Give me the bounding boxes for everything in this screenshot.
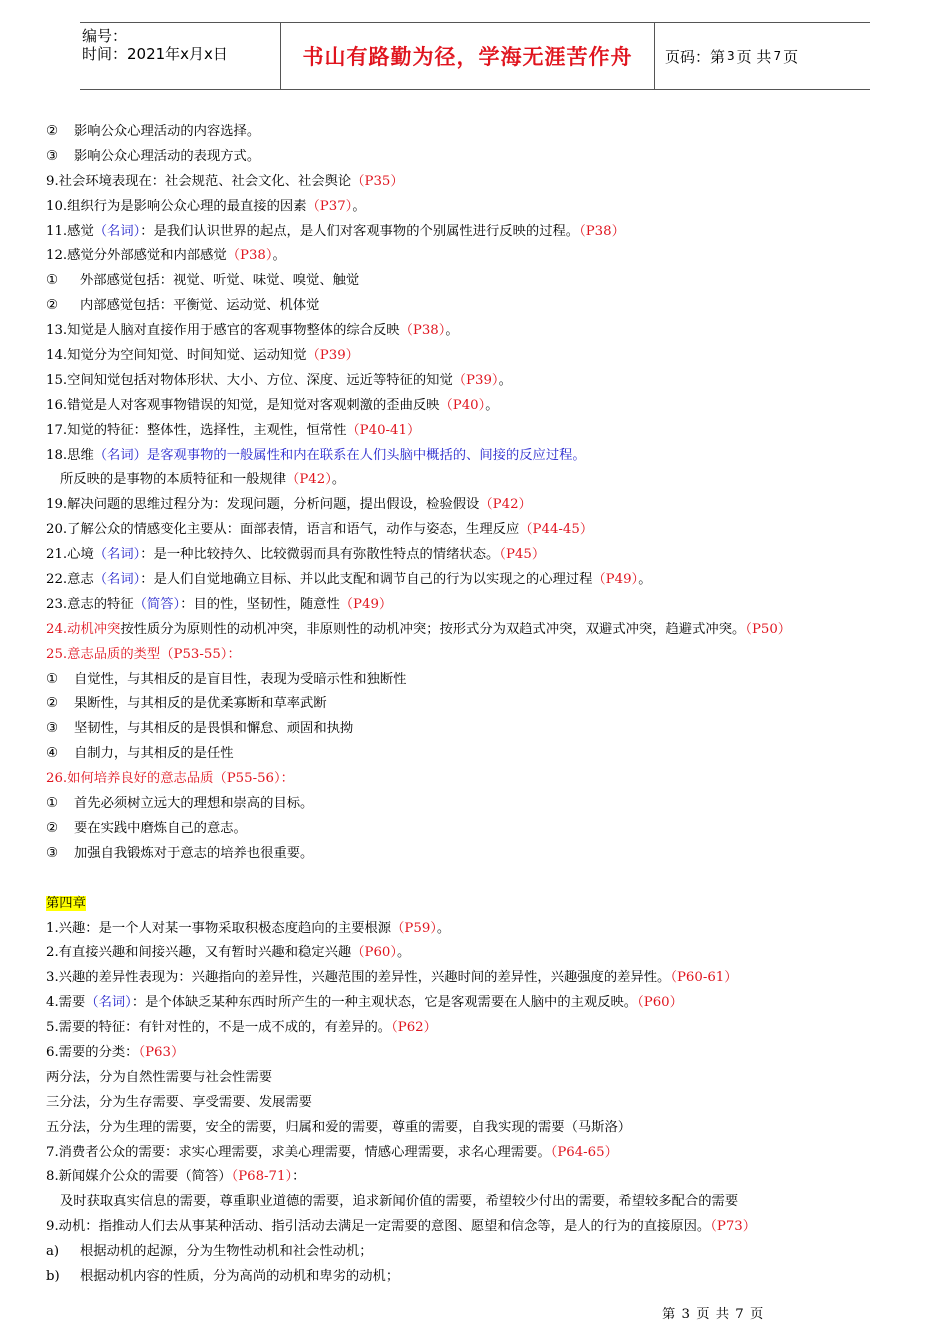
list-item: 及时获取真实信息的需要，尊重职业道德的需要，追求新闻价值的需要，希望较少付出的需要，希望较多配合的需要 [60, 1194, 739, 1210]
list-item: 11.感觉（名词）：是我们认识世界的起点，是人们对客观事物的个别属性进行反映的过程。（P38） [46, 223, 625, 239]
list-item: 4.需要（名词）：是个体缺乏某种东西时所产生的一种主观状态，它是客观需要在人脑中的主观反映。（P60） [46, 995, 683, 1011]
header-motto: 书山有路勤为径，学海无涯苦作舟 [280, 23, 655, 89]
list-item: 两分法，分为自然性需要与社会性需要 [46, 1069, 273, 1085]
spacer [46, 867, 906, 892]
list-item: ③ 坚韧性，与其相反的是畏惧和懈怠、顽固和执拗 [46, 721, 354, 737]
list-item: 所反映的是事物的本质特征和一般规律（P42）。 [60, 472, 346, 488]
list-item: 10.组织行为是影响公众心理的最直接的因素（P37）。 [46, 198, 366, 214]
header-page-info [655, 23, 870, 89]
list-item: 20.了解公众的情感变化主要从：面部表情，语言和语气，动作与姿态，生理反应（P44-45） [46, 522, 594, 538]
list-item: 26.如何培养良好的意志品质（P55-56）： [46, 771, 294, 787]
page-prefix: 页码：第 [665, 47, 726, 66]
list-item: ③ 加强自我锻炼对于意志的培养也很重要。 [46, 845, 314, 861]
list-item: b) 根据动机内容的性质，分为高尚的动机和卑劣的动机； [46, 1268, 400, 1284]
page-suffix: 页 [783, 47, 799, 66]
list-item: 18.思维（名词）是客观事物的一般属性和内在联系在人们头脑中概括的、间接的反应过程。 [46, 447, 586, 463]
list-item: 3.兴趣的差异性表现为：兴趣指向的差异性，兴趣范围的差异性，兴趣时间的差异性，兴趣强度的差异性。（P60-61） [46, 970, 738, 986]
list-item: 15.空间知觉包括对物体形状、大小、方位、深度、远近等特征的知觉（P39）。 [46, 372, 512, 388]
list-item: 2.有直接兴趣和间接兴趣，又有暂时兴趣和稳定兴趣（P60）。 [46, 945, 411, 961]
time-label: 时间：2021年x月x日 [82, 45, 228, 63]
list-item: ② 影响公众心理活动的内容选择。 [46, 124, 261, 139]
list-item: 13.知觉是人脑对直接作用于感官的客观事物整体的综合反映（P38）。 [46, 323, 459, 339]
header-meta [80, 23, 280, 89]
list-item: ② 内部感觉包括：平衡觉、运动觉、机体觉 [46, 298, 320, 314]
page-header [80, 22, 870, 90]
list-item: 1.兴趣：是一个人对某一事物采取积极态度趋向的主要根源（P59）。 [46, 920, 451, 936]
list-item: ① 自觉性，与其相反的是盲目性，表现为受暗示性和独断性 [46, 671, 407, 687]
document-body [46, 120, 906, 1290]
page-number: 3 [727, 49, 735, 63]
list-item: 5.需要的特征：有针对性的，不是一成不成的，有差异的。（P62） [46, 1020, 437, 1036]
list-item: a) 根据动机的起源，分为生物性动机和社会性动机； [46, 1244, 373, 1260]
number-label: 编号： [82, 27, 128, 45]
list-item: 6.需要的分类：（P63） [46, 1044, 185, 1060]
list-item: 9.动机：指推动人们去从事某种活动、指引活动去满足一定需要的意图、愿望和信念等，是人的行为的直接原因。（P73） [46, 1219, 757, 1235]
list-item: 25.意志品质的类型（P53-55）： [46, 646, 241, 662]
list-item: ① 首先必须树立远大的理想和崇高的目标。 [46, 796, 314, 812]
list-item: 22.意志（名词）：是人们自觉地确立目标、并以此支配和调节自己的行为以实现之的心理过程（P49）。 [46, 572, 652, 588]
list-item: ① 外部感觉包括：视觉、听觉、味觉、嗅觉、触觉 [46, 273, 360, 289]
list-item: 三分法，分为生存需要、享受需要、发展需要 [46, 1094, 312, 1110]
list-item: 五分法，分为生理的需要，安全的需要，归属和爱的需要，尊重的需要，自我实现的需要（马斯洛） [46, 1119, 632, 1135]
list-item: 7.消费者公众的需要：求实心理需要，求美心理需要，情感心理需要，求名心理需要。（P64-65） [46, 1144, 618, 1160]
list-item: 17.知觉的特征：整体性，选择性，主观性，恒常性（P40-41） [46, 422, 421, 438]
list-item: 14.知觉分为空间知觉、时间知觉、运动知觉（P39） [46, 348, 359, 364]
list-item: ② 要在实践中磨炼自己的意志。 [46, 820, 247, 836]
list-item: ③ 影响公众心理活动的表现方式。 [46, 148, 261, 164]
chapter-heading: 第四章 [46, 895, 86, 911]
list-item: 8.新闻媒介公众的需要（简答）（P68-71）： [46, 1169, 306, 1185]
page-footer: 第 3 页 共 7 页 [662, 1307, 765, 1322]
page-mid: 页 共 [736, 47, 772, 66]
list-item: 24.动机冲突按性质分为原则性的动机冲突，非原则性的动机冲突；按形式分为双趋式冲突，双避式冲突，趋避式冲突。（P50） [46, 621, 792, 637]
list-item: ② 果断性，与其相反的是优柔寡断和草率武断 [46, 696, 327, 712]
list-item: 23.意志的特征（简答）：目的性，坚韧性，随意性（P49） [46, 596, 393, 612]
list-item: 9.社会环境表现在：社会规范、社会文化、社会舆论（P35） [46, 173, 404, 189]
list-item: 21.心境（名词）：是一种比较持久、比较微弱而具有弥散性特点的情绪状态。（P45） [46, 547, 546, 563]
page-total: 7 [773, 49, 782, 63]
list-item: 19.解决问题的思维过程分为：发现问题，分析问题，提出假设，检验假设（P42） [46, 497, 532, 513]
list-item: ④ 自制力，与其相反的是任性 [46, 746, 234, 762]
list-item: 12.感觉分外部感觉和内部感觉（P38）。 [46, 248, 286, 264]
list-item: 16.错觉是人对客观事物错误的知觉，是知觉对客观刺激的歪曲反映（P40）。 [46, 397, 499, 413]
